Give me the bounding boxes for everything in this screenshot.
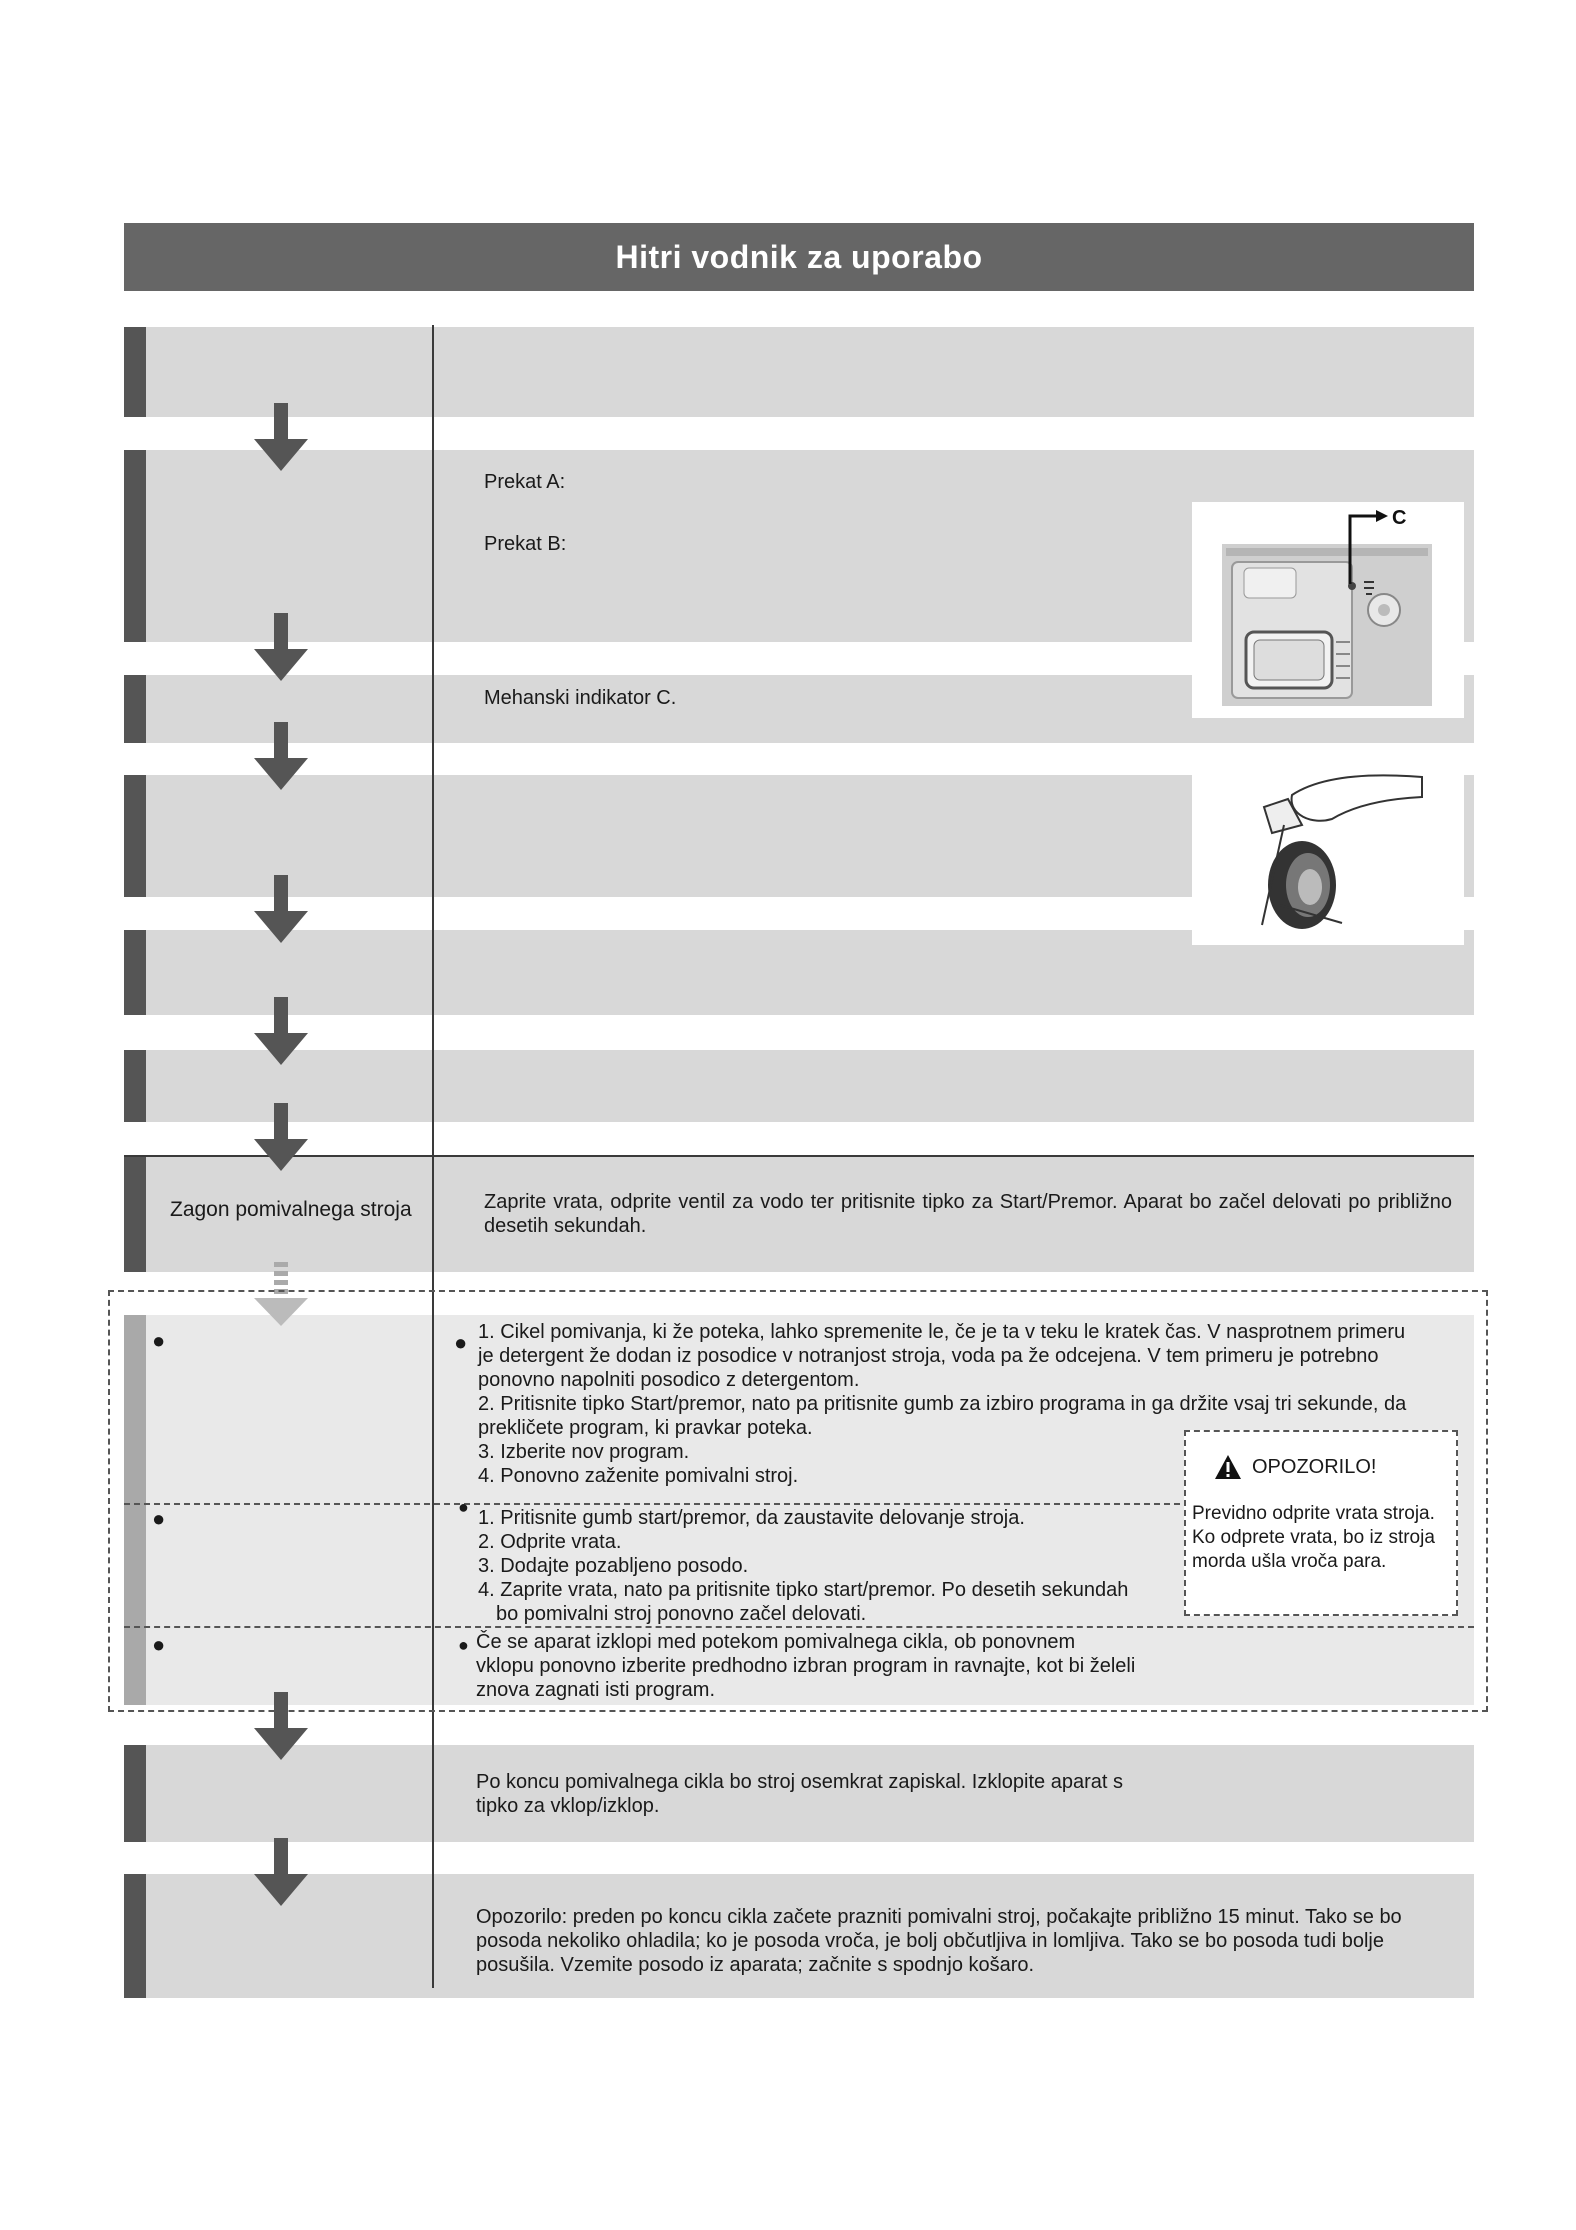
warning-box (1184, 1430, 1458, 1616)
step-row-6 (124, 1050, 1474, 1122)
text-line: 4. Zaprite vrata, nato pa pritisnite tipko start/premor. Po desetih sekundah (478, 1579, 1129, 1601)
warning-icon (1214, 1454, 1242, 1480)
down-arrow-icon (254, 1103, 308, 1171)
indicator-label: Mehanski indikator C. (484, 687, 677, 709)
warning-title: OPOZORILO! (1252, 1455, 1377, 1478)
text-line: Previdno odprite vrata stroja. (1192, 1503, 1435, 1524)
label-c: C (1392, 507, 1407, 529)
text-line: 3. Dodajte pozabljeno posodo. (478, 1555, 749, 1577)
text-line: posoda nekoliko ohladila; ko je posoda vroča, je bolj občutljiva in lomljiva. Tako se bo posoda tudi bolje (476, 1930, 1384, 1952)
step-marker-end (124, 1745, 146, 1842)
text-line: je detergent že dodan iz posodice v notranjost stroja, voda pa že odcejena. V tem primeru je potrebno (478, 1345, 1379, 1367)
step-marker-start (124, 1157, 146, 1272)
rinse-aid-image (1192, 755, 1464, 945)
bullet-icon: ● (152, 1632, 166, 1657)
step-marker-2 (124, 450, 146, 642)
power-off-text (476, 1630, 1168, 1702)
down-arrow-icon (254, 1838, 308, 1906)
down-arrow-icon (254, 403, 308, 471)
bullet-icon: ● (152, 1328, 166, 1353)
text-line: morda ušla vroča para. (1192, 1551, 1387, 1572)
dispenser-image (1192, 502, 1464, 718)
bullet-icon: ● (458, 1497, 469, 1517)
down-arrow-icon (254, 722, 308, 790)
text-line: Po koncu pomivalnega cikla bo stroj osemkrat zapiskal. Izklopite aparat s (476, 1771, 1123, 1793)
text-line: Če se aparat izklopi med potekom pomivalnega cikla, ob ponovnem (476, 1631, 1076, 1653)
text-line: 1. Cikel pomivanja, ki že poteka, lahko spremenite le, če je ta v teku le kratek čas. V nasprotnem primeru (478, 1321, 1406, 1343)
text-line: prekličete program, ki pravkar poteka. (478, 1417, 813, 1439)
text-line: vklopu ponovno izberite predhodno izbran program in ravnajte, kot bi želeli (476, 1655, 1136, 1677)
text-line: ponovno napolniti posodico z detergentom. (478, 1369, 860, 1391)
column-divider (432, 325, 434, 1988)
step-marker-3 (124, 675, 146, 743)
compartment-a-label: Prekat A: (484, 471, 566, 493)
text-line: 1. Pritisnite gumb start/premor, da zaustavite delovanje stroja. (478, 1507, 1025, 1529)
text-line: 2. Pritisnite tipko Start/premor, nato pa pritisnite gumb za izbiro programa in ga držite vsaj tri sekunde, da (478, 1393, 1407, 1415)
step-marker-5 (124, 930, 146, 1015)
step-marker-6 (124, 1050, 146, 1122)
dashed-divider (124, 1626, 1474, 1628)
text-line: Opozorilo: preden po koncu cikla začete prazniti pomivalni stroj, počakajte približno 15 minut. Tako se bo (476, 1906, 1402, 1928)
add-dish-text (478, 1506, 1178, 1626)
page-title-text: Hitri vodnik za uporabo (615, 238, 983, 275)
warning-text (1192, 1502, 1452, 1574)
step-row-1 (124, 327, 1474, 417)
page-title (124, 223, 1474, 291)
text-line: 2. Odprite vrata. (478, 1531, 622, 1553)
bullet-icon: ● (454, 1330, 468, 1355)
text-line: tipko za vklop/izklop. (476, 1795, 660, 1817)
unload-text (476, 1905, 1466, 1977)
step-marker-unload (124, 1874, 146, 1998)
compartment-b-label: Prekat B: (484, 533, 567, 555)
step-marker-1 (124, 327, 146, 417)
text-line: posušila. Vzemite posodo iz aparata; začnite s spodnjo košaro. (476, 1954, 1035, 1976)
text-line: 4. Ponovno zaženite pomivalni stroj. (478, 1465, 799, 1487)
down-arrow-icon (254, 997, 308, 1065)
bullet-icon: ● (458, 1635, 469, 1655)
text-line: bo pomivalni stroj ponovno začel delovati. (496, 1603, 867, 1625)
bullet-icon: ● (152, 1506, 166, 1531)
end-cycle-text (476, 1770, 1196, 1818)
down-arrow-icon (254, 875, 308, 943)
step-marker-4 (124, 775, 146, 897)
text-line: Ko odprete vrata, bo iz stroja (1192, 1527, 1435, 1548)
down-arrow-icon (254, 613, 308, 681)
text-line: 3. Izberite nov program. (478, 1441, 690, 1463)
warning-header (1214, 1454, 1376, 1480)
start-step-name: Zagon pomivalnega stroja (170, 1198, 412, 1221)
text-line: znova zagnati isti program. (476, 1679, 716, 1701)
dashed-divider (124, 1503, 1190, 1505)
start-step-text: Zaprite vrata, odprite ventil za vodo ter pritisnite tipko za Start/Premor. Aparat bo začel delovati po približno desetih sekundah. (484, 1191, 1452, 1237)
